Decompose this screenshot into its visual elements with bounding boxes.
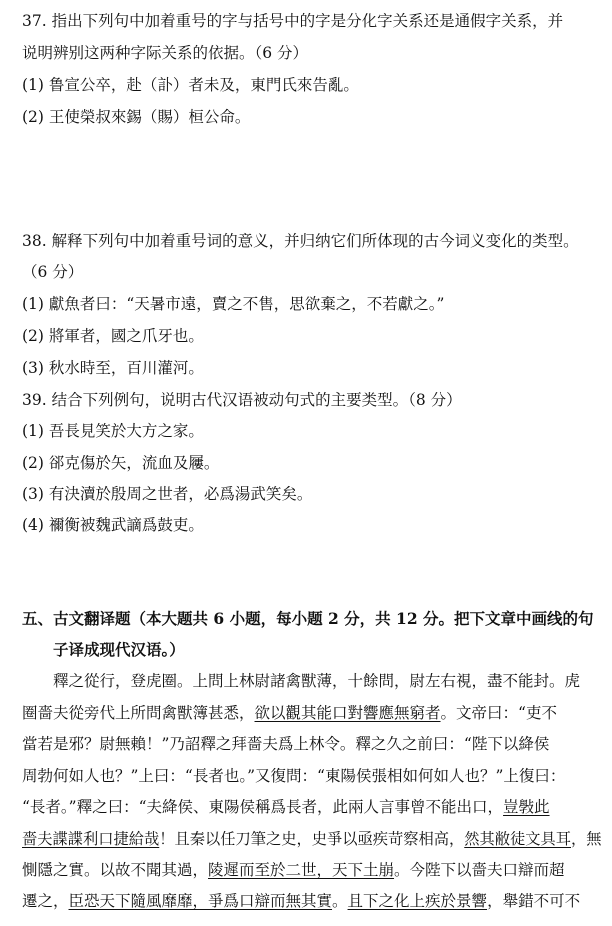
- underlined-sentence-4: 陵遲而至於二世，天下土崩: [208, 861, 395, 879]
- passage-line-3: 當若是邪？尉無賴！”乃詔釋之拜嗇夫爲上林令。釋之久之前曰：“陛下以絳侯: [22, 735, 550, 753]
- question-38-item-3: (3) 秋水時至，百川灌河。: [22, 359, 204, 377]
- passage-text: 遷之，: [22, 892, 69, 910]
- question-39-item-1: (1) 吾長見笑於大方之家。: [22, 422, 204, 440]
- underlined-sentence-3: 然其敝徒文具耳: [464, 830, 571, 848]
- question-37-prompt-line-2: 说明辨别这两种字际关系的依据。（6 分）: [22, 44, 309, 62]
- passage-line-4: 周勃何如人也？”上曰：“長者也。”又復問：“東陽侯張相如何如人也？”上復曰：: [22, 767, 566, 785]
- passage-text: ，舉錯不可不: [487, 892, 581, 910]
- passage-text: ！且秦以任刀筆之史，史爭以亟疾苛察相高，: [159, 830, 465, 848]
- passage-line-1: 釋之從行，登虎圈。上問上林尉諸禽獸薄，十餘問，尉左右視，盡不能封。虎: [53, 672, 581, 690]
- passage-text: 圈嗇夫從旁代上所問禽獸簿甚悉，: [22, 704, 255, 722]
- question-39-prompt: 39. 结合下列例句，说明古代汉语被动句式的主要类型。（8 分）: [22, 391, 462, 409]
- passage-line-8: [22, 891, 580, 911]
- section-5-heading-line-1: 五、古文翻译题（本大题共 6 小题，每小题 2 分，共 12 分。把下文章中画线的句: [22, 609, 594, 628]
- underlined-sentence-5: 臣恐天下隨風靡靡，爭爲口辯而無其實: [68, 892, 333, 910]
- question-38-prompt-line-2: （6 分）: [22, 263, 84, 281]
- question-37-item-1: (1) 鲁宣公卒，赴（訃）者未及，東門氏來告亂。: [22, 76, 359, 94]
- question-38-prompt-line-1: 38. 解释下列句中加着重号词的意义，并归纳它们所体现的古今词义变化的类型。: [22, 232, 579, 250]
- passage-text: 。今陛下以嗇夫口辯而超: [394, 861, 565, 879]
- underlined-sentence-2-start: 豈斅此: [503, 798, 550, 816]
- passage-line-5: [22, 797, 550, 817]
- question-37-item-2: (2) 王使榮叔來錫（賜）桓公命。: [22, 108, 251, 126]
- question-38-item-2: (2) 將軍者，國之爪牙也。: [22, 327, 204, 345]
- question-38-item-1: (1) 獻魚者曰：“天暑市遠，賣之不售，思欲棄之，不若獻之。”: [22, 295, 445, 313]
- underlined-sentence-6: 且下之化上疾於景響: [347, 892, 488, 910]
- passage-line-2: [22, 703, 557, 723]
- underlined-sentence-2-end: 嗇夫諜諜利口捷給哉: [22, 830, 160, 848]
- question-39-item-3: (3) 有決瀆於殷周之世者，必爲湯武笑矣。: [22, 485, 313, 503]
- question-37-prompt-line-1: 37. 指出下列句中加着重号的字与括号中的字是分化字关系还是通假字关系，并: [22, 12, 564, 30]
- passage-text: 。: [332, 892, 348, 910]
- passage-line-7: [22, 860, 565, 880]
- passage-text: ，無: [571, 830, 602, 848]
- section-5-heading-line-2: 子译成现代汉语。）: [53, 640, 185, 659]
- question-39-item-4: (4) 禰衡被魏武謫爲鼓吏。: [22, 516, 204, 534]
- passage-text: 。文帝曰：“吏不: [440, 704, 557, 722]
- passage-text: “長者。”釋之曰：“夫絳侯、東陽侯稱爲長者，此兩人言事曾不能出口，: [22, 798, 504, 816]
- underlined-sentence-1: 欲以觀其能口對響應無窮者: [254, 704, 441, 722]
- passage-line-6: [22, 829, 602, 849]
- passage-text: 惻隱之實。以故不聞其過，: [22, 861, 209, 879]
- question-39-item-2: (2) 郤克傷於矢，流血及屨。: [22, 454, 220, 472]
